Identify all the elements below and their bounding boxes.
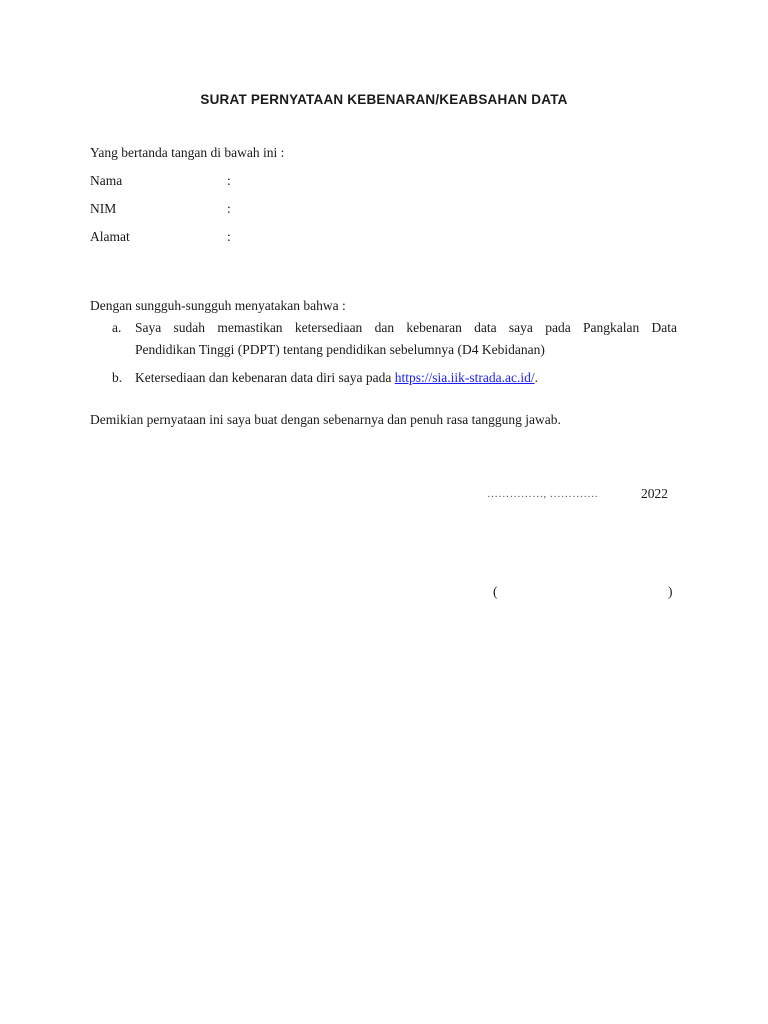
signature-open-paren: ( — [493, 584, 498, 599]
list-item-a-line1: Saya sudah memastikan ketersediaan dan kebenaran data saya pada Pangkalan Data — [135, 320, 677, 335]
intro-text: Yang bertanda tangan di bawah ini : — [90, 145, 285, 160]
field-colon-alamat: : — [227, 229, 231, 244]
field-label-nim: NIM — [90, 201, 117, 216]
field-colon-nim: : — [227, 201, 231, 216]
closing-text: Demikian pernyataan ini saya buat dengan sebenarnya dan penuh rasa tanggung jawab. — [90, 412, 561, 427]
field-label-nama: Nama — [90, 173, 123, 188]
signature-close-paren: ) — [668, 584, 673, 599]
list-item-b — [135, 370, 538, 386]
field-colon-nama: : — [227, 173, 231, 188]
statement-intro: Dengan sungguh-sungguh menyatakan bahwa : — [90, 298, 346, 313]
date-place-blank: ……………, …………. — [487, 488, 598, 500]
list-item-b-suffix: . — [534, 370, 538, 385]
list-item-b-text: Ketersediaan dan kebenaran data diri saya pada — [135, 370, 395, 385]
date-year: 2022 — [641, 486, 668, 501]
list-item-marker-a: a. — [112, 320, 122, 335]
field-label-alamat: Alamat — [90, 229, 130, 244]
list-item-marker-b: b. — [112, 370, 123, 385]
sia-link[interactable]: https://sia.iik-strada.ac.id/ — [394, 370, 535, 385]
document-title: SURAT PERNYATAAN KEBENARAN/KEABSAHAN DATA — [200, 92, 568, 107]
list-item-a-line2: Pendidikan Tinggi (PDPT) tentang pendidikan sebelumnya (D4 Kebidanan) — [135, 342, 545, 357]
